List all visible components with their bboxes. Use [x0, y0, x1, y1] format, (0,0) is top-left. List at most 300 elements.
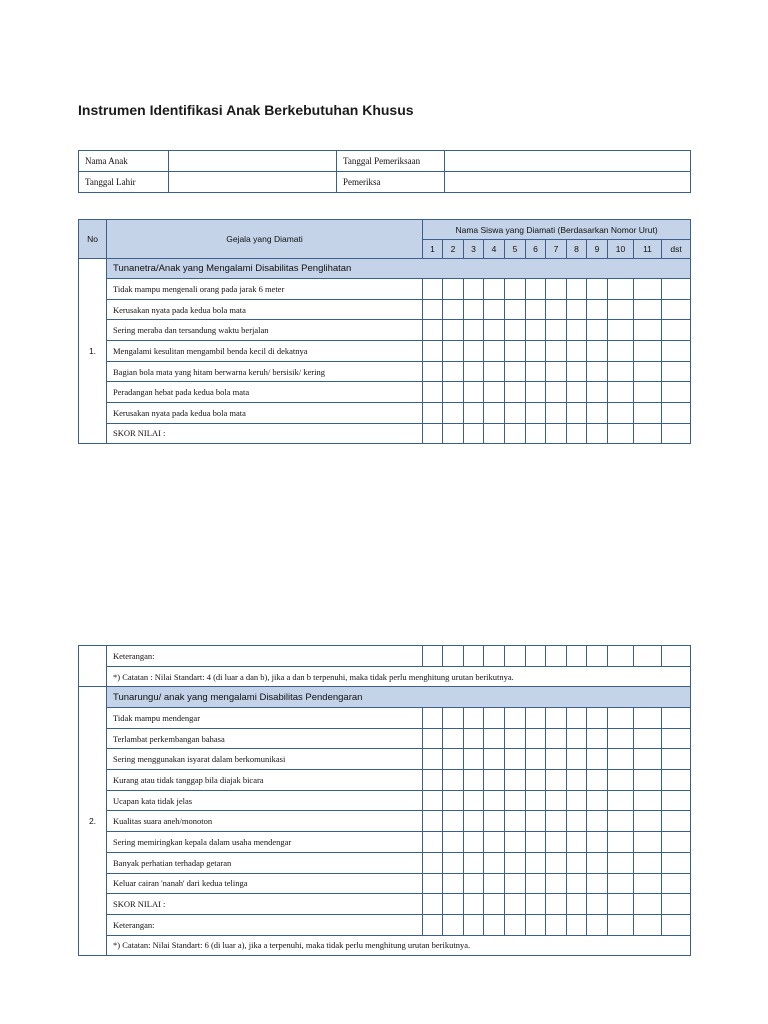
symptom-check-cell[interactable]: [662, 770, 691, 791]
nama-siswa-header: Nama Siswa yang Diamati (Berdasarkan Nomor Urut): [423, 220, 691, 240]
symptom-check-cell[interactable]: [567, 811, 587, 832]
keterangan-check-cell[interactable]: [662, 914, 691, 935]
symptom-check-cell[interactable]: [546, 708, 567, 729]
symptom-check-cell[interactable]: [546, 728, 567, 749]
symptom-text: Peradangan hebat pada kedua bola mata: [107, 382, 423, 403]
symptom-check-cell[interactable]: [662, 341, 691, 362]
symptom-check-cell[interactable]: [526, 341, 546, 362]
symptom-check-cell[interactable]: [423, 361, 443, 382]
keterangan-check-cell[interactable]: [464, 646, 484, 667]
symptom-check-cell[interactable]: [587, 873, 608, 894]
tanggal-lahir-field[interactable]: [169, 172, 337, 193]
symptom-check-cell[interactable]: [587, 790, 608, 811]
symptom-check-cell[interactable]: [662, 299, 691, 320]
keterangan-check-cell[interactable]: [567, 914, 587, 935]
symptom-check-cell[interactable]: [464, 811, 484, 832]
symptom-check-cell[interactable]: [567, 728, 587, 749]
symptom-check-cell[interactable]: [587, 770, 608, 791]
symptom-check-cell[interactable]: [546, 832, 567, 853]
symptom-check-cell[interactable]: [423, 852, 443, 873]
symptom-check-cell[interactable]: [567, 361, 587, 382]
symptom-check-cell[interactable]: [484, 403, 505, 424]
symptom-check-cell[interactable]: [484, 770, 505, 791]
symptom-check-cell[interactable]: [634, 749, 662, 770]
symptom-text: Sering menggunakan isyarat dalam berkomunikasi: [107, 749, 423, 770]
symptom-check-cell[interactable]: [505, 708, 526, 729]
symptom-check-cell[interactable]: [634, 873, 662, 894]
symptom-check-cell[interactable]: [443, 852, 464, 873]
symptom-check-cell[interactable]: [634, 279, 662, 300]
symptom-check-cell[interactable]: [443, 770, 464, 791]
score-check-cell[interactable]: [526, 894, 546, 915]
symptom-check-cell[interactable]: [634, 341, 662, 362]
keterangan-check-cell[interactable]: [484, 914, 505, 935]
gejala-header: Gejala yang Diamati: [107, 220, 423, 259]
symptom-check-cell[interactable]: [608, 852, 634, 873]
symptom-row: [79, 770, 691, 791]
symptom-check-cell[interactable]: [505, 382, 526, 403]
section-number: 1.: [79, 259, 107, 444]
keterangan-check-cell[interactable]: [484, 646, 505, 667]
symptom-check-cell[interactable]: [443, 832, 464, 853]
score-check-cell[interactable]: [505, 894, 526, 915]
symptom-check-cell[interactable]: [567, 320, 587, 341]
symptom-check-cell[interactable]: [484, 382, 505, 403]
symptom-check-cell[interactable]: [634, 403, 662, 424]
symptom-check-cell[interactable]: [587, 832, 608, 853]
symptom-check-cell[interactable]: [608, 403, 634, 424]
symptom-check-cell[interactable]: [505, 852, 526, 873]
symptom-check-cell[interactable]: [662, 790, 691, 811]
symptom-check-cell[interactable]: [423, 341, 443, 362]
symptom-check-cell[interactable]: [464, 852, 484, 873]
symptom-check-cell[interactable]: [608, 790, 634, 811]
keterangan-row: [79, 914, 691, 935]
symptom-check-cell[interactable]: [484, 728, 505, 749]
symptom-check-cell[interactable]: [443, 403, 464, 424]
symptom-check-cell[interactable]: [567, 749, 587, 770]
symptom-check-cell[interactable]: [526, 770, 546, 791]
symptom-check-cell[interactable]: [526, 811, 546, 832]
symptom-check-cell[interactable]: [526, 728, 546, 749]
symptom-check-cell[interactable]: [464, 361, 484, 382]
symptom-check-cell[interactable]: [505, 299, 526, 320]
symptom-check-cell[interactable]: [662, 832, 691, 853]
symptom-check-cell[interactable]: [567, 341, 587, 362]
symptom-check-cell[interactable]: [443, 708, 464, 729]
symptom-check-cell[interactable]: [567, 852, 587, 873]
keterangan-check-cell[interactable]: [505, 646, 526, 667]
symptom-check-cell[interactable]: [546, 770, 567, 791]
symptom-check-cell[interactable]: [587, 811, 608, 832]
score-check-cell[interactable]: [567, 423, 587, 443]
symptom-check-cell[interactable]: [464, 873, 484, 894]
symptom-check-cell[interactable]: [634, 320, 662, 341]
symptom-check-cell[interactable]: [546, 361, 567, 382]
symptom-check-cell[interactable]: [567, 403, 587, 424]
symptom-check-cell[interactable]: [505, 811, 526, 832]
symptom-check-cell[interactable]: [567, 382, 587, 403]
symptom-check-cell[interactable]: [634, 708, 662, 729]
symptom-row: [79, 749, 691, 770]
symptom-row: [79, 873, 691, 894]
symptom-check-cell[interactable]: [443, 299, 464, 320]
category-title: Tunarungu/ anak yang mengalami Disabilitas Pendengaran: [107, 687, 691, 708]
symptom-row: [79, 790, 691, 811]
symptom-check-cell[interactable]: [587, 852, 608, 873]
keterangan-check-cell[interactable]: [567, 646, 587, 667]
symptom-check-cell[interactable]: [484, 341, 505, 362]
symptom-check-cell[interactable]: [567, 770, 587, 791]
symptom-check-cell[interactable]: [587, 382, 608, 403]
symptom-check-cell[interactable]: [505, 403, 526, 424]
symptom-check-cell[interactable]: [423, 770, 443, 791]
keterangan-check-cell[interactable]: [423, 914, 443, 935]
symptom-check-cell[interactable]: [464, 320, 484, 341]
symptom-check-cell[interactable]: [608, 361, 634, 382]
header-row: [79, 220, 691, 240]
student-column-header: 8: [567, 240, 587, 259]
symptom-check-cell[interactable]: [526, 320, 546, 341]
symptom-check-cell[interactable]: [526, 279, 546, 300]
symptom-text: Tidak mampu mendengar: [107, 708, 423, 729]
symptom-check-cell[interactable]: [443, 811, 464, 832]
symptom-row: [79, 708, 691, 729]
symptom-check-cell[interactable]: [443, 361, 464, 382]
identity-table: [78, 150, 691, 193]
symptom-check-cell[interactable]: [634, 299, 662, 320]
symptom-check-cell[interactable]: [505, 341, 526, 362]
symptom-check-cell[interactable]: [546, 320, 567, 341]
catatan-note: *) Catatan: Nilai Standart: 6 (di luar a), jika a terpenuhi, maka tidak perlu menghitung urutan berikutnya.: [107, 935, 691, 956]
symptom-check-cell[interactable]: [608, 320, 634, 341]
symptom-check-cell[interactable]: [423, 299, 443, 320]
keterangan-check-cell[interactable]: [546, 646, 567, 667]
continuation-number-cell: [79, 646, 107, 687]
score-check-cell[interactable]: [423, 894, 443, 915]
symptom-check-cell[interactable]: [423, 811, 443, 832]
symptom-text: Bagian bola mata yang hitam berwarna keruh/ bersisik/ kering: [107, 361, 423, 382]
keterangan-label: Keterangan:: [107, 646, 423, 667]
symptom-check-cell[interactable]: [662, 403, 691, 424]
symptom-check-cell[interactable]: [587, 320, 608, 341]
symptom-check-cell[interactable]: [443, 382, 464, 403]
score-check-cell[interactable]: [464, 894, 484, 915]
score-check-cell[interactable]: [546, 894, 567, 915]
keterangan-check-cell[interactable]: [526, 914, 546, 935]
symptom-text: Kerusakan nyata pada kedua bola mata: [107, 403, 423, 424]
symptom-check-cell[interactable]: [634, 770, 662, 791]
symptom-check-cell[interactable]: [423, 832, 443, 853]
keterangan-check-cell[interactable]: [546, 914, 567, 935]
symptom-check-cell[interactable]: [567, 873, 587, 894]
symptom-check-cell[interactable]: [662, 852, 691, 873]
symptom-check-cell[interactable]: [608, 341, 634, 362]
symptom-check-cell[interactable]: [567, 790, 587, 811]
symptom-check-cell[interactable]: [464, 708, 484, 729]
symptom-check-cell[interactable]: [464, 341, 484, 362]
keterangan-row: [79, 646, 691, 667]
score-check-cell[interactable]: [505, 423, 526, 443]
student-column-header: 3: [464, 240, 484, 259]
tanggal-pemeriksaan-label: Tanggal Pemeriksaan: [337, 151, 445, 172]
student-column-header: 11: [634, 240, 662, 259]
symptom-check-cell[interactable]: [662, 811, 691, 832]
symptom-check-cell[interactable]: [567, 279, 587, 300]
symptom-check-cell[interactable]: [634, 382, 662, 403]
score-check-cell[interactable]: [662, 894, 691, 915]
score-check-cell[interactable]: [608, 894, 634, 915]
symptom-check-cell[interactable]: [608, 382, 634, 403]
symptom-check-cell[interactable]: [546, 382, 567, 403]
symptom-check-cell[interactable]: [608, 873, 634, 894]
symptom-check-cell[interactable]: [464, 749, 484, 770]
symptom-check-cell[interactable]: [662, 382, 691, 403]
score-check-cell[interactable]: [587, 894, 608, 915]
symptom-check-cell[interactable]: [526, 708, 546, 729]
symptom-check-cell[interactable]: [662, 728, 691, 749]
symptom-check-cell[interactable]: [634, 790, 662, 811]
keterangan-check-cell[interactable]: [526, 646, 546, 667]
score-check-cell[interactable]: [464, 423, 484, 443]
symptom-check-cell[interactable]: [423, 382, 443, 403]
symptom-check-cell[interactable]: [505, 361, 526, 382]
symptom-check-cell[interactable]: [526, 382, 546, 403]
symptom-check-cell[interactable]: [484, 279, 505, 300]
symptom-text: Keluar cairan 'nanah' dari kedua telinga: [107, 873, 423, 894]
symptom-check-cell[interactable]: [634, 811, 662, 832]
observation-table-2: [78, 645, 691, 956]
symptom-check-cell[interactable]: [505, 832, 526, 853]
symptom-check-cell[interactable]: [484, 361, 505, 382]
score-check-cell[interactable]: [587, 423, 608, 443]
symptom-check-cell[interactable]: [464, 299, 484, 320]
symptom-check-cell[interactable]: [526, 873, 546, 894]
symptom-check-cell[interactable]: [608, 279, 634, 300]
symptom-check-cell[interactable]: [587, 708, 608, 729]
keterangan-check-cell[interactable]: [423, 646, 443, 667]
keterangan-check-cell[interactable]: [587, 646, 608, 667]
symptom-text: Ucapan kata tidak jelas: [107, 790, 423, 811]
symptom-check-cell[interactable]: [608, 770, 634, 791]
keterangan-check-cell[interactable]: [505, 914, 526, 935]
score-row: [79, 894, 691, 915]
symptom-check-cell[interactable]: [546, 852, 567, 873]
symptom-check-cell[interactable]: [464, 832, 484, 853]
symptom-check-cell[interactable]: [484, 299, 505, 320]
symptom-check-cell[interactable]: [505, 320, 526, 341]
symptom-check-cell[interactable]: [567, 299, 587, 320]
symptom-check-cell[interactable]: [634, 832, 662, 853]
catatan-note: *) Catatan : Nilai Standart: 4 (di luar a dan b), jika a dan b terpenuhi, maka tidak perlu menghitung urutan berikutnya.: [107, 667, 691, 687]
keterangan-check-cell[interactable]: [443, 646, 464, 667]
symptom-text: Tidak mampu mengenali orang pada jarak 6 meter: [107, 279, 423, 300]
keterangan-check-cell[interactable]: [662, 646, 691, 667]
score-check-cell[interactable]: [634, 423, 662, 443]
symptom-check-cell[interactable]: [608, 708, 634, 729]
no-header: No: [79, 220, 107, 259]
symptom-check-cell[interactable]: [608, 749, 634, 770]
symptom-check-cell[interactable]: [587, 279, 608, 300]
symptom-check-cell[interactable]: [505, 279, 526, 300]
symptom-check-cell[interactable]: [608, 832, 634, 853]
symptom-check-cell[interactable]: [662, 279, 691, 300]
symptom-check-cell[interactable]: [423, 320, 443, 341]
score-label: SKOR NILAI :: [107, 423, 423, 443]
score-check-cell[interactable]: [443, 894, 464, 915]
symptom-row: [79, 341, 691, 362]
category-row: [79, 259, 691, 279]
symptom-check-cell[interactable]: [505, 749, 526, 770]
symptom-check-cell[interactable]: [484, 708, 505, 729]
symptom-check-cell[interactable]: [464, 382, 484, 403]
symptom-check-cell[interactable]: [546, 811, 567, 832]
symptom-check-cell[interactable]: [526, 790, 546, 811]
symptom-check-cell[interactable]: [464, 770, 484, 791]
keterangan-check-cell[interactable]: [634, 646, 662, 667]
nama-anak-field[interactable]: [169, 151, 337, 172]
student-column-header: 7: [546, 240, 567, 259]
symptom-check-cell[interactable]: [423, 873, 443, 894]
section-number: 2.: [79, 687, 107, 956]
symptom-check-cell[interactable]: [443, 320, 464, 341]
symptom-check-cell[interactable]: [443, 728, 464, 749]
symptom-check-cell[interactable]: [546, 341, 567, 362]
symptom-check-cell[interactable]: [505, 770, 526, 791]
symptom-check-cell[interactable]: [443, 790, 464, 811]
tanggal-pemeriksaan-field[interactable]: [445, 151, 691, 172]
symptom-check-cell[interactable]: [423, 790, 443, 811]
symptom-check-cell[interactable]: [587, 749, 608, 770]
symptom-row: [79, 382, 691, 403]
symptom-check-cell[interactable]: [484, 790, 505, 811]
symptom-check-cell[interactable]: [587, 403, 608, 424]
score-check-cell[interactable]: [423, 423, 443, 443]
symptom-text: Kualitas suara aneh/monoton: [107, 811, 423, 832]
symptom-check-cell[interactable]: [484, 873, 505, 894]
score-check-cell[interactable]: [526, 423, 546, 443]
symptom-check-cell[interactable]: [443, 873, 464, 894]
keterangan-check-cell[interactable]: [443, 914, 464, 935]
symptom-check-cell[interactable]: [443, 279, 464, 300]
symptom-check-cell[interactable]: [587, 299, 608, 320]
symptom-check-cell[interactable]: [662, 320, 691, 341]
symptom-check-cell[interactable]: [634, 852, 662, 873]
symptom-check-cell[interactable]: [587, 341, 608, 362]
symptom-row: [79, 852, 691, 873]
symptom-row: [79, 832, 691, 853]
keterangan-check-cell[interactable]: [464, 914, 484, 935]
symptom-check-cell[interactable]: [526, 403, 546, 424]
symptom-check-cell[interactable]: [608, 728, 634, 749]
symptom-check-cell[interactable]: [464, 279, 484, 300]
symptom-check-cell[interactable]: [634, 728, 662, 749]
symptom-check-cell[interactable]: [423, 403, 443, 424]
symptom-check-cell[interactable]: [526, 299, 546, 320]
pemeriksa-label: Pemeriksa: [337, 172, 445, 193]
symptom-check-cell[interactable]: [443, 749, 464, 770]
symptom-check-cell[interactable]: [484, 811, 505, 832]
symptom-check-cell[interactable]: [526, 749, 546, 770]
keterangan-check-cell[interactable]: [634, 914, 662, 935]
keterangan-label: Keterangan:: [107, 914, 423, 935]
category-row: [79, 687, 691, 708]
symptom-check-cell[interactable]: [505, 790, 526, 811]
symptom-check-cell[interactable]: [505, 728, 526, 749]
symptom-check-cell[interactable]: [443, 341, 464, 362]
symptom-check-cell[interactable]: [662, 749, 691, 770]
catatan-row: [79, 935, 691, 956]
score-check-cell[interactable]: [484, 423, 505, 443]
symptom-check-cell[interactable]: [546, 749, 567, 770]
score-check-cell[interactable]: [662, 423, 691, 443]
symptom-check-cell[interactable]: [464, 790, 484, 811]
symptom-check-cell[interactable]: [546, 299, 567, 320]
symptom-check-cell[interactable]: [505, 873, 526, 894]
symptom-check-cell[interactable]: [464, 403, 484, 424]
keterangan-check-cell[interactable]: [587, 914, 608, 935]
symptom-check-cell[interactable]: [423, 749, 443, 770]
symptom-check-cell[interactable]: [608, 299, 634, 320]
symptom-check-cell[interactable]: [423, 279, 443, 300]
student-column-header: 10: [608, 240, 634, 259]
symptom-row: [79, 279, 691, 300]
score-check-cell[interactable]: [484, 894, 505, 915]
score-check-cell[interactable]: [546, 423, 567, 443]
symptom-check-cell[interactable]: [634, 361, 662, 382]
symptom-check-cell[interactable]: [464, 728, 484, 749]
symptom-check-cell[interactable]: [662, 873, 691, 894]
score-check-cell[interactable]: [443, 423, 464, 443]
student-column-header: 4: [484, 240, 505, 259]
symptom-check-cell[interactable]: [526, 361, 546, 382]
symptom-check-cell[interactable]: [546, 873, 567, 894]
symptom-check-cell[interactable]: [484, 320, 505, 341]
symptom-check-cell[interactable]: [526, 832, 546, 853]
symptom-row: [79, 320, 691, 341]
symptom-check-cell[interactable]: [546, 279, 567, 300]
symptom-check-cell[interactable]: [546, 790, 567, 811]
keterangan-check-cell[interactable]: [608, 646, 634, 667]
score-check-cell[interactable]: [567, 894, 587, 915]
symptom-check-cell[interactable]: [587, 361, 608, 382]
symptom-check-cell[interactable]: [423, 728, 443, 749]
score-check-cell[interactable]: [634, 894, 662, 915]
symptom-check-cell[interactable]: [587, 728, 608, 749]
student-column-header: 2: [443, 240, 464, 259]
symptom-check-cell[interactable]: [546, 403, 567, 424]
symptom-check-cell[interactable]: [662, 361, 691, 382]
student-column-header: 6: [526, 240, 546, 259]
symptom-check-cell[interactable]: [567, 708, 587, 729]
pemeriksa-field[interactable]: [445, 172, 691, 193]
symptom-check-cell[interactable]: [423, 708, 443, 729]
tanggal-lahir-label: Tanggal Lahir: [79, 172, 169, 193]
symptom-check-cell[interactable]: [526, 852, 546, 873]
symptom-text: Kerusakan nyata pada kedua bola mata: [107, 299, 423, 320]
symptom-check-cell[interactable]: [484, 852, 505, 873]
keterangan-check-cell[interactable]: [608, 914, 634, 935]
symptom-check-cell[interactable]: [484, 832, 505, 853]
symptom-text: Sering meraba dan tersandung waktu berjalan: [107, 320, 423, 341]
symptom-check-cell[interactable]: [484, 749, 505, 770]
score-check-cell[interactable]: [608, 423, 634, 443]
symptom-check-cell[interactable]: [567, 832, 587, 853]
student-column-header: 5: [505, 240, 526, 259]
symptom-check-cell[interactable]: [608, 811, 634, 832]
symptom-check-cell[interactable]: [662, 708, 691, 729]
observation-table-1: [78, 219, 691, 444]
